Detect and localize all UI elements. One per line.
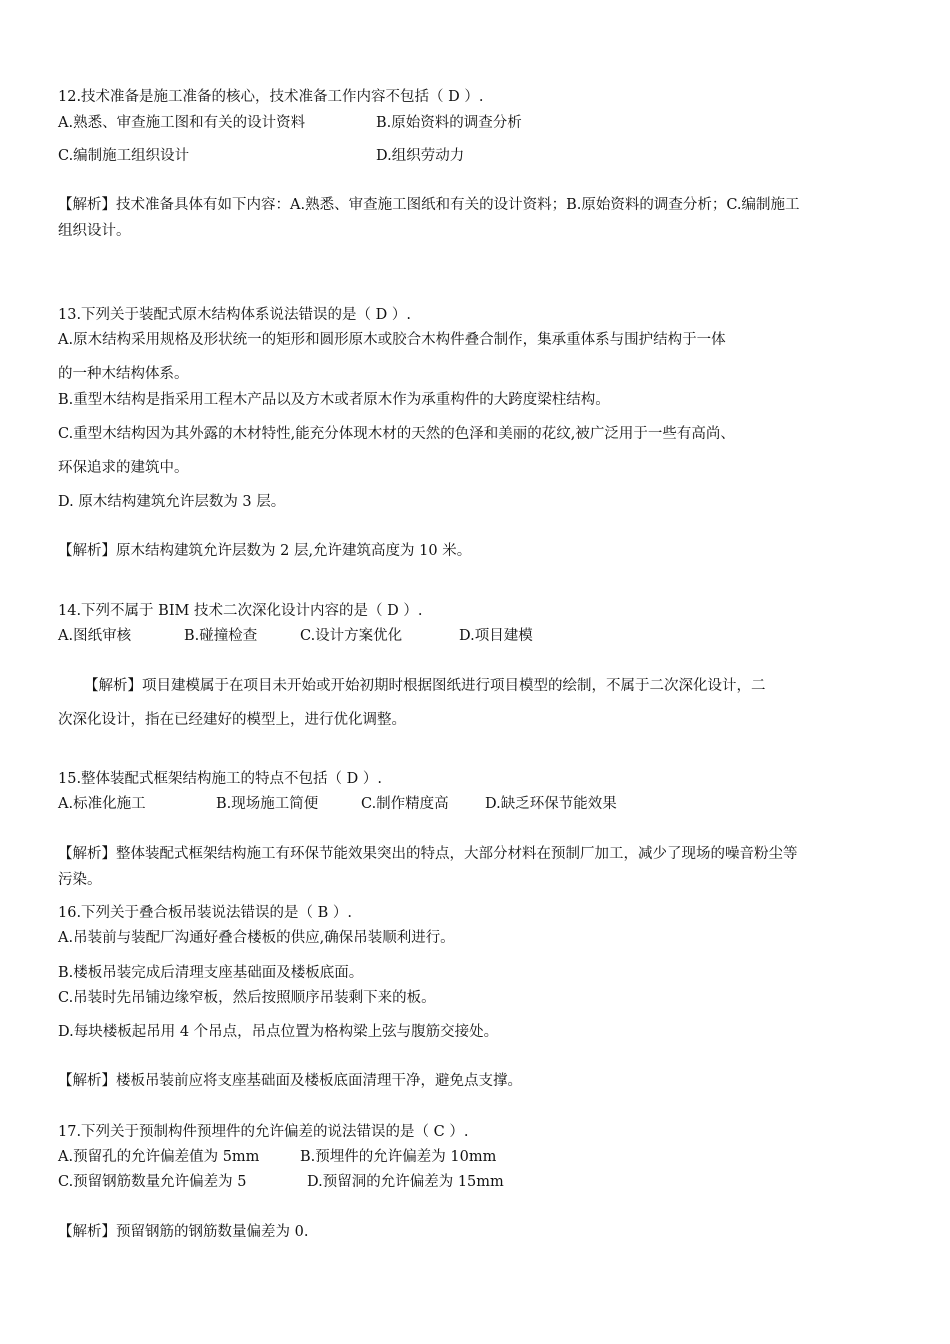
option-d: D.预留洞的允许偏差为 15mm (307, 1174, 504, 1190)
option-d: D.缺乏环保节能效果 (485, 796, 617, 812)
analysis-line: 【解析】项目建模属于在项目未开始或开始初期时根据图纸进行项目模型的绘制，不属于二次深化设计，二 (84, 678, 766, 694)
option-c: C.编制施工组织设计 (58, 148, 190, 164)
question-stem: 14.下列不属于 BIM 技术二次深化设计内容的是（ D ）. (58, 603, 423, 619)
option-b: B.重型木结构是指采用工程木产品以及方木或者原木作为承重构件的大跨度梁柱结构。 (58, 392, 610, 408)
option-d: D. 原木结构建筑允许层数为 3 层。 (58, 494, 286, 510)
option-a: A.吊装前与装配厂沟通好叠合楼板的供应,确保吊装顺利进行。 (58, 930, 455, 946)
analysis-line: 【解析】预留钢筋的钢筋数量偏差为 0. (58, 1224, 309, 1240)
question-stem: 17.下列关于预制构件预埋件的允许偏差的说法错误的是（ C ）. (58, 1124, 469, 1140)
option-a: A.熟悉、审查施工图和有关的设计资料 (58, 115, 306, 131)
option-b: B.碰撞检查 (184, 628, 258, 644)
question-stem: 15.整体装配式框架结构施工的特点不包括（ D ）. (58, 771, 383, 787)
option-a: A.原木结构采用规格及形状统一的矩形和圆形原木或胶合木构件叠合制作，集承重体系与围护结构于一体 (58, 332, 726, 348)
analysis-line: 组织设计。 (58, 223, 131, 239)
option-a: A.图纸审核 (58, 628, 132, 644)
option-d: D.组织劳动力 (376, 148, 465, 164)
option-c: C.预留钢筋数量允许偏差为 5 (58, 1174, 247, 1190)
question-stem: 13.下列关于装配式原木结构体系说法错误的是（ D ）. (58, 307, 412, 323)
option-d: D.每块楼板起吊用 4 个吊点，吊点位置为格构梁上弦与腹筋交接处。 (58, 1024, 499, 1040)
option-c: C.设计方案优化 (300, 628, 403, 644)
analysis-line: 污染。 (58, 872, 102, 888)
option-b: B.预埋件的允许偏差为 10mm (300, 1149, 497, 1165)
analysis-line: 【解析】楼板吊装前应将支座基础面及楼板底面清理干净，避免点支撑。 (58, 1073, 522, 1089)
option-c-continued: 环保追求的建筑中。 (58, 460, 189, 476)
option-a: A.预留孔的允许偏差值为 5mm (58, 1149, 260, 1165)
option-b: B.现场施工简便 (216, 796, 319, 812)
question-stem: 16.下列关于叠合板吊装说法错误的是（ B ）. (58, 905, 353, 921)
option-a-continued: 的一种木结构体系。 (58, 366, 189, 382)
option-b: B.楼板吊装完成后清理支座基础面及楼板底面。 (58, 965, 364, 981)
option-c: C.吊装时先吊铺边缘窄板，然后按照顺序吊装剩下来的板。 (58, 990, 436, 1006)
analysis-line: 【解析】技术准备具体有如下内容：A.熟悉、审查施工图纸和有关的设计资料；B.原始资料的调查分析；C.编制施工 (58, 197, 800, 213)
option-a: A.标准化施工 (58, 796, 146, 812)
analysis-line: 【解析】原木结构建筑允许层数为 2 层,允许建筑高度为 10 米。 (58, 543, 472, 559)
analysis-line: 次深化设计，指在已经建好的模型上，进行优化调整。 (58, 712, 406, 728)
option-d: D.项目建模 (459, 628, 533, 644)
option-c: C.重型木结构因为其外露的木材特性,能充分体现木材的天然的色泽和美丽的花纹,被广泛用于一些有高尚、 (58, 426, 735, 442)
analysis-line: 【解析】整体装配式框架结构施工有环保节能效果突出的特点，大部分材料在预制厂加工，减少了现场的噪音粉尘等 (58, 846, 798, 862)
option-b: B.原始资料的调查分析 (376, 115, 522, 131)
option-c: C.制作精度高 (361, 796, 449, 812)
question-stem: 12.技术准备是施工准备的核心，技术准备工作内容不包括（ D ）. (58, 89, 484, 105)
